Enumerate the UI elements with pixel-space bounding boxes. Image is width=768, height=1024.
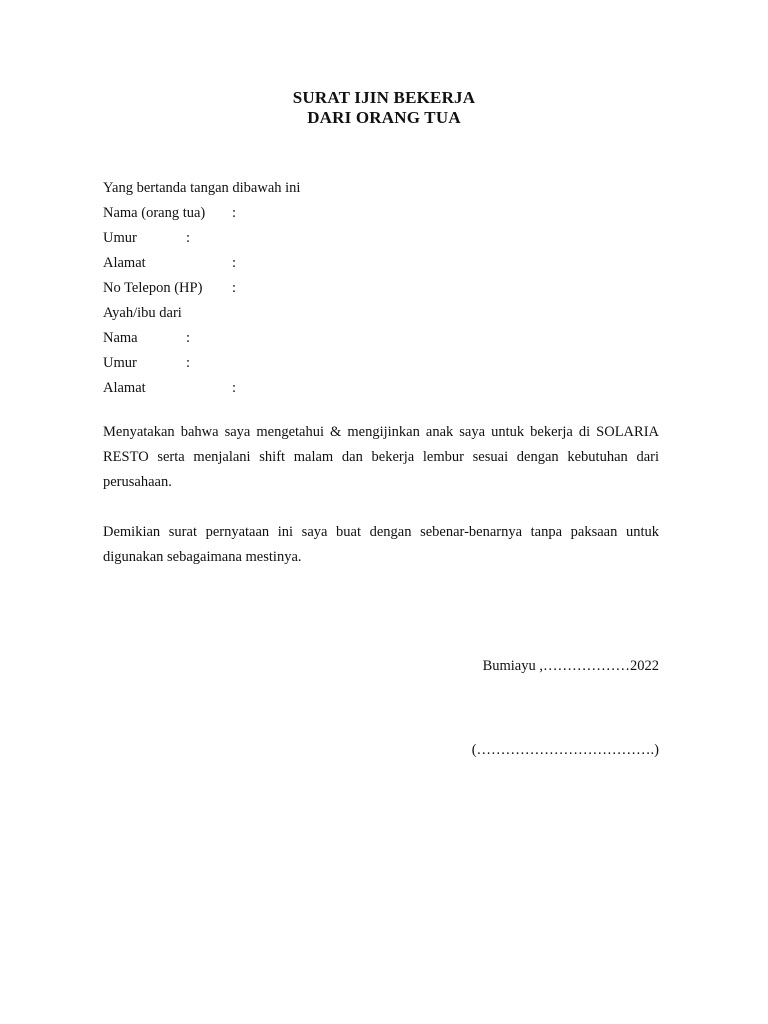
place-date-line: Bumiayu ,………………2022 (482, 658, 659, 674)
parent-age-label: Umur (103, 230, 137, 246)
signature-line: (……………………………….) (471, 742, 659, 758)
parent-name-label: Nama (orang tua) (103, 205, 206, 221)
parent-age-colon: : (186, 230, 191, 246)
document-title-line-1: SURAT IJIN BEKERJA (292, 88, 476, 107)
parent-address-colon: : (232, 255, 237, 271)
closing-paragraph: Demikian surat pernyataan ini saya buat dengan sebenar-benarnya tanpa paksaan untuk digunakan sebagaimana mestinya. (103, 524, 659, 565)
parent-name-colon: : (232, 205, 237, 221)
intro-line: Yang bertanda tangan dibawah ini (103, 180, 301, 196)
child-intro-label: Ayah/ibu dari (103, 305, 182, 321)
child-age-colon: : (186, 355, 191, 371)
child-address-colon: : (232, 380, 237, 396)
child-name-label: Nama (103, 330, 138, 346)
child-name-colon: : (186, 330, 191, 346)
parent-phone-label: No Telepon (HP) (103, 280, 203, 296)
child-address-label: Alamat (103, 380, 146, 396)
document-title-line-2: DARI ORANG TUA (307, 108, 461, 127)
parent-phone-colon: : (232, 280, 237, 296)
consent-paragraph: Menyatakan bahwa saya mengetahui & mengijinkan anak saya untuk bekerja di SOLARIA RESTO serta menjalani shift malam dan bekerja lembur sesuai dengan kebutuhan dari perusahaan. (103, 424, 659, 490)
child-age-label: Umur (103, 355, 137, 371)
parent-address-label: Alamat (103, 255, 146, 271)
